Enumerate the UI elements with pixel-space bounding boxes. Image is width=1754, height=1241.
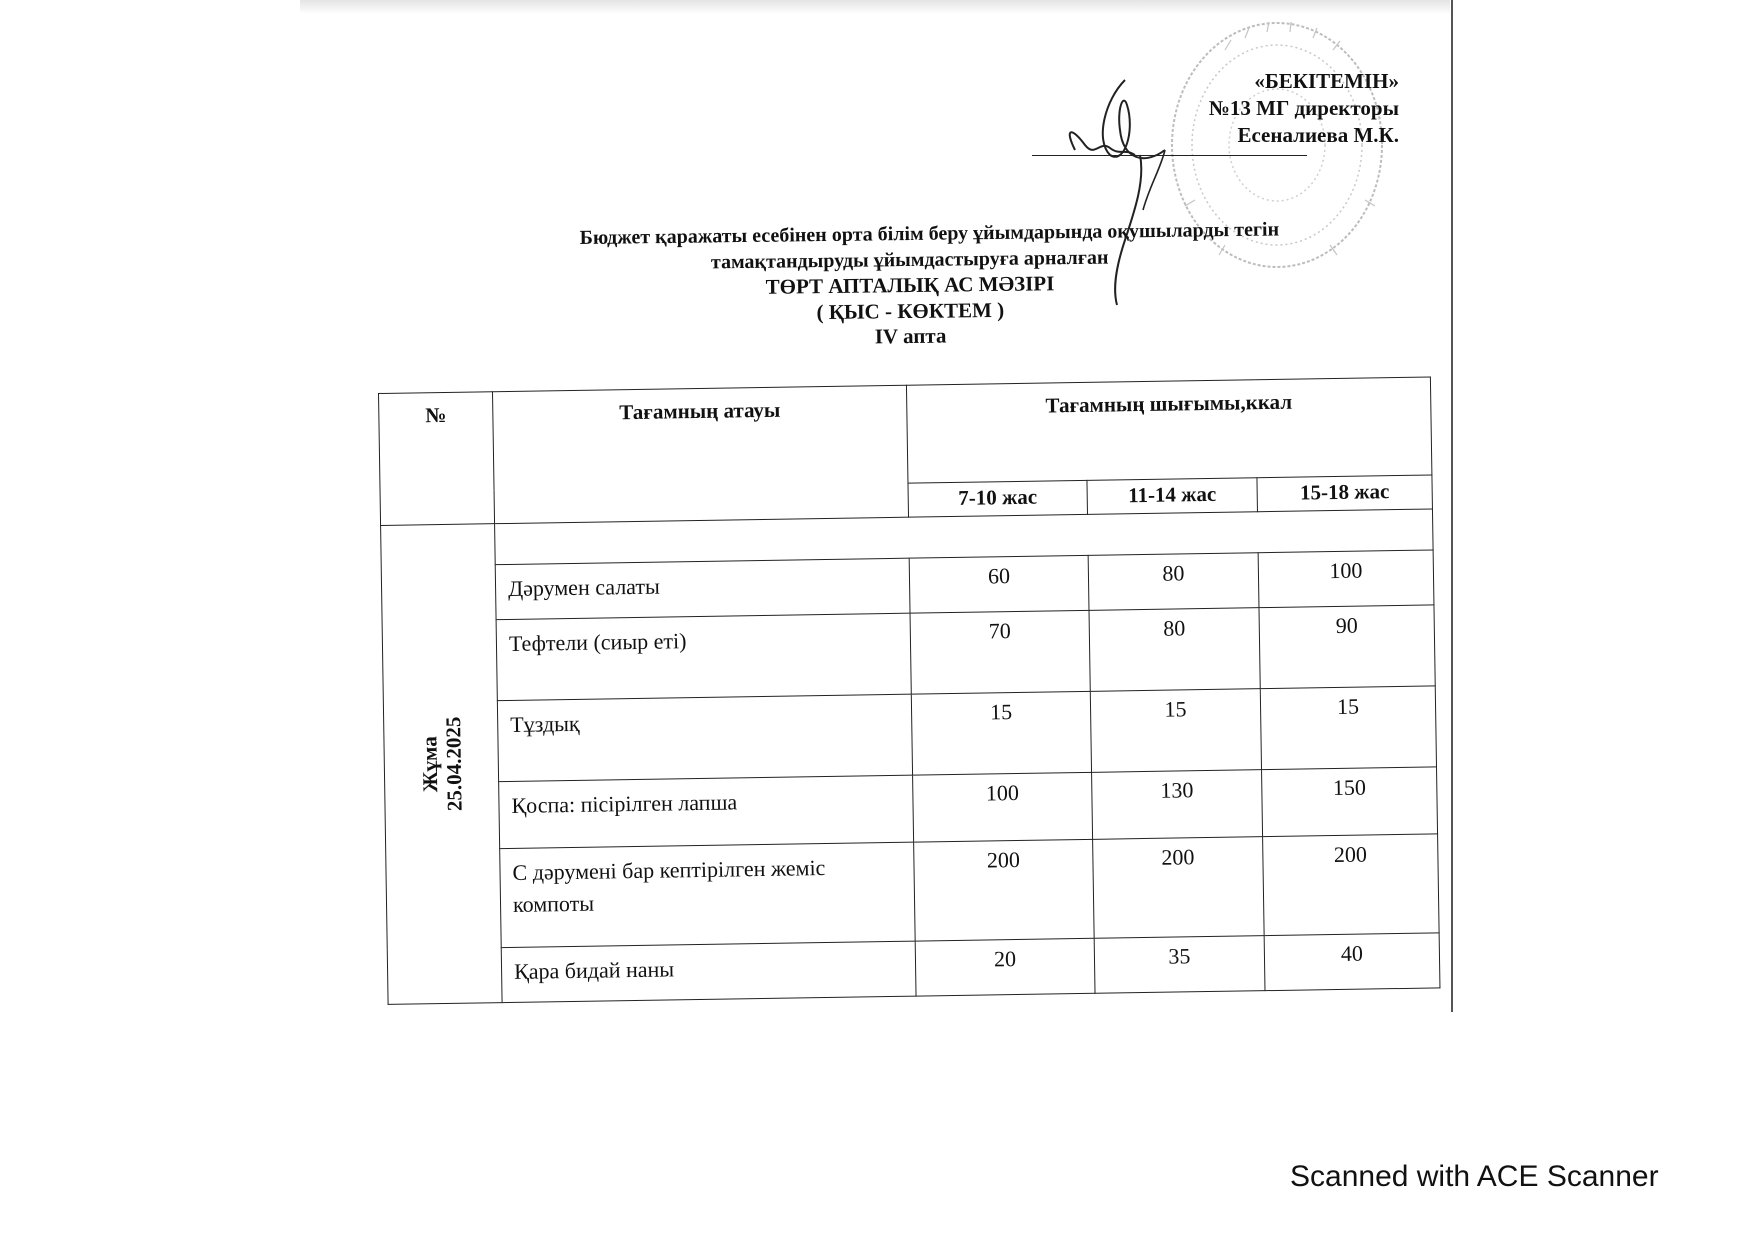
day-weekday: Жұма [416,736,442,793]
header-age-1: 7-10 жас [908,480,1088,517]
value-age-3: 90 [1259,605,1435,689]
header-output: Тағамның шығымы,ккал [906,377,1432,483]
title-line-2: тамақтандыруды ұйымдастыруға арналған [710,246,1109,273]
value-age-1: 60 [909,555,1089,613]
value-age-3: 150 [1262,767,1438,837]
value-age-2: 80 [1089,608,1260,692]
value-age-3: 100 [1258,550,1434,608]
approval-position: №13 МГ директоры [1208,96,1399,120]
menu-table [378,376,1441,1004]
day-date: 25.04.2025 [440,716,467,812]
table-row [386,834,1439,950]
value-age-2: 130 [1092,770,1263,840]
dish-name: Дәрумен салаты [495,558,910,619]
approval-name: Есеналиева М.К. [1237,123,1399,147]
value-age-1: 15 [911,691,1091,775]
header-age-3: 15-18 жас [1257,475,1433,512]
scanner-watermark: Scanned with ACE Scanner [1290,1160,1659,1193]
approval-block [1209,68,1399,149]
value-age-3: 15 [1260,686,1436,770]
value-age-3: 40 [1264,933,1440,991]
value-age-2: 200 [1093,837,1265,939]
menu-table-wrapper [378,376,1439,984]
value-age-3: 200 [1263,834,1440,936]
dish-name: Қара бидай наны [501,941,916,1002]
value-age-2: 15 [1090,689,1261,773]
header-age-2: 11-14 жас [1087,478,1258,515]
title-line-3: ТӨРТ АПТАЛЫҚ АС МӘЗІРІ [765,271,1055,299]
dish-name: Тефтели (сиыр еті) [496,613,911,700]
value-age-2: 80 [1088,553,1259,611]
page-edge-line [1451,0,1453,1012]
value-age-2: 35 [1094,936,1265,994]
dish-name: С дәрумені бар кептірілген жеміс компоты [500,842,916,947]
approval-heading: «БЕКІТЕМІН» [1254,69,1399,93]
value-age-1: 70 [910,610,1090,694]
value-age-1: 20 [915,938,1095,996]
title-line-4: ( ҚЫС - КӨКТЕМ ) [816,297,1005,324]
dish-name: Қоспа: пісірілген лапша [499,775,914,848]
dish-name: Тұздық [497,694,912,781]
header-number: № [379,392,495,526]
day-label [417,716,466,811]
signature-line [1032,155,1307,156]
value-age-1: 200 [914,839,1095,941]
document-title [379,216,1440,356]
title-line-5: IV апта [874,323,947,349]
header-name: Тағамның атауы [492,385,908,523]
title-line-1: Бюджет қаражаты есебінен орта білім беру ұйымдарында оқушыларды тегін [579,218,1280,250]
day-cell [381,524,503,1005]
value-age-1: 100 [913,772,1093,842]
header-row [379,377,1432,492]
